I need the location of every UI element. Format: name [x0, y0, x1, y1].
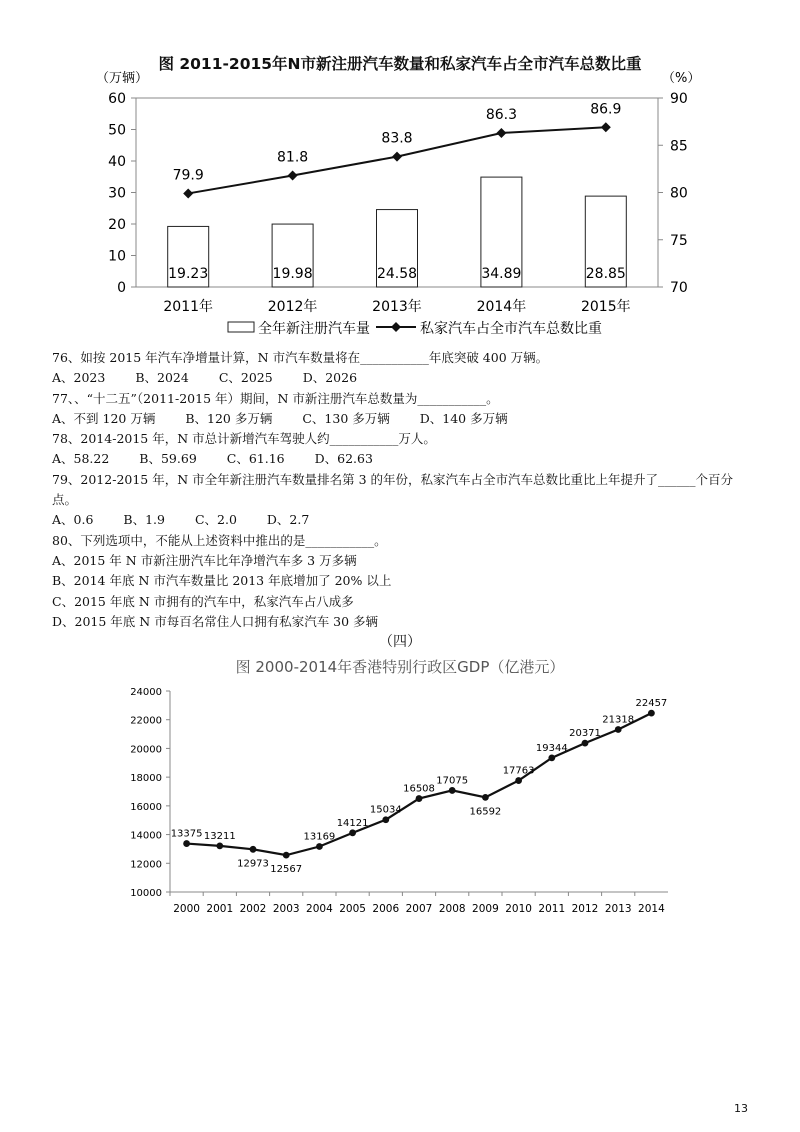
chart2-xtick-label: 2012	[571, 903, 599, 915]
chart2-point-label: 17763	[502, 765, 535, 777]
chart1-xtick-label: 2015年	[580, 299, 631, 315]
chart2-point-label: 13169	[303, 831, 336, 843]
q77-options	[52, 409, 752, 429]
q77-option-b[interactable]: B、120 多万辆	[185, 410, 273, 426]
chart2-xtick-label: 2000	[173, 903, 200, 915]
chart1-legend-bar-swatch	[228, 322, 254, 332]
chart2-point-label: 12973	[237, 858, 269, 870]
chart1-line-label: 86.3	[485, 106, 517, 123]
chart2-line	[0, 680, 800, 930]
chart2-xtick-label: 2001	[206, 903, 234, 915]
chart1-line-point	[183, 188, 193, 198]
chart1-title: 图 2011-2015年N市新注册汽车数量和私家汽车占全市汽车总数比重	[158, 55, 642, 73]
chart2-point	[482, 794, 489, 801]
chart1-line-point	[288, 170, 298, 180]
chart2-point	[615, 726, 622, 733]
chart2-xtick-label: 2007	[405, 903, 433, 915]
q79-option-c[interactable]: C、2.0	[194, 512, 237, 528]
q79-option-d[interactable]: D、2.7	[266, 512, 310, 528]
chart2-point-label: 14121	[336, 817, 369, 829]
q79-option-b[interactable]: B、1.9	[123, 512, 165, 528]
chart2-point	[449, 787, 456, 794]
chart1-legend-bar-label: 全年新注册汽车量	[258, 321, 370, 337]
chart1-ytick-left-label: 20	[108, 217, 126, 233]
chart2-ytick-label: 10000	[130, 888, 162, 899]
chart2-point	[416, 795, 423, 802]
chart2-point-label: 13211	[203, 830, 236, 842]
chart1-bar-label: 24.58	[376, 266, 418, 282]
chart2-point	[349, 829, 356, 836]
q78-options	[52, 449, 752, 469]
chart1-xtick-label: 2011年	[163, 299, 214, 315]
chart2-point-label: 13375	[170, 828, 203, 840]
chart2-point-label: 17075	[436, 775, 469, 787]
chart1-ytick-right-label: 85	[670, 138, 688, 155]
chart2-ytick-label: 22000	[130, 715, 162, 727]
q76-text: 76、如按 2015 年汽车净增量计算，N 市汽车数量将在___________年底突破 400 万辆。	[52, 350, 549, 365]
q80-option-a[interactable]: A、2015 年 N 市新注册汽车比年净增汽车多 3 万多辆	[52, 552, 357, 568]
chart1-line-label: 79.9	[172, 167, 204, 184]
chart2-point	[515, 777, 522, 784]
chart2-point	[648, 710, 655, 717]
chart1-legend-line-marker	[391, 322, 401, 332]
q77-text: 77、、“十二五”（2011-2015 年）期间，N 市新注册汽车总数量为___________。	[52, 390, 499, 406]
chart2-point-label: 21318	[602, 714, 635, 726]
q78-option-d[interactable]: D、62.63	[314, 451, 373, 467]
q78-option-a[interactable]: A、58.22	[52, 451, 110, 467]
chart2-xtick-label: 2004	[306, 903, 333, 915]
q76-options	[52, 368, 752, 388]
chart2-title: 图 2000-2014年香港特别行政区GDP（亿港元）	[235, 658, 565, 676]
q80-option-b[interactable]: B、2014 年底 N 市汽车数量比 2013 年底增加了 20% 以上	[52, 573, 392, 589]
chart1-ylabel-right: （%）	[662, 71, 701, 86]
q79-option-a[interactable]: A、0.6	[52, 512, 94, 528]
chart1-legend-line-label: 私家汽车占全市汽车总数比重	[420, 321, 602, 337]
chart2-xtick-label: 2014	[638, 903, 665, 915]
chart1-ytick-left-label: 60	[108, 91, 126, 107]
chart1-ytick-right-label: 90	[670, 91, 688, 107]
chart1-line-point	[496, 128, 506, 138]
q76-option-b[interactable]: B、2024	[135, 370, 189, 386]
chart1-xtick-label: 2014年	[476, 299, 527, 315]
chart2-point	[382, 816, 389, 823]
chart2-xtick-label: 2009	[472, 903, 499, 915]
chart2-point	[582, 740, 589, 747]
q77-option-c[interactable]: C、130 多万辆	[302, 410, 390, 426]
chart1-xtick-label: 2013年	[372, 299, 422, 315]
chart2-xtick-label: 2010	[505, 903, 532, 915]
chart1-xtick-label: 2012年	[267, 299, 318, 315]
chart1-ylabel-left: （万辆）	[96, 71, 149, 86]
chart2-xtick-label: 2005	[339, 903, 366, 915]
chart2-point-label: 16592	[469, 806, 502, 818]
chart1-line-label: 83.8	[381, 130, 413, 147]
q80-text: 80、下列选项中，不能从上述资料中推出的是___________。	[52, 532, 387, 548]
chart1-bar-label: 19.98	[272, 266, 313, 282]
chart2-ytick-label: 24000	[130, 687, 162, 698]
q79-options	[52, 510, 752, 530]
chart1-bar-label: 28.85	[585, 266, 626, 282]
chart1-line-label: 81.8	[277, 149, 309, 166]
q76-option-c[interactable]: C、2025	[218, 370, 273, 386]
chart2-ytick-label: 16000	[130, 801, 162, 813]
chart1-bar-label: 34.89	[481, 266, 522, 282]
chart1-bar-line	[0, 62, 800, 362]
q79-text: 79、2012-2015 年，N 市全年新注册汽车数量排名第 3 的年份，私家汽车占全市汽车总数比重比上年提升了______个百分点。	[52, 471, 734, 508]
section-mark: （四）	[379, 634, 421, 650]
chart2-xtick-label: 2011	[538, 903, 566, 915]
chart2-point	[183, 840, 190, 847]
q80-option-d[interactable]: D、2015 年底 N 市每百名常住人口拥有私家汽车 30 多辆	[52, 613, 379, 629]
chart2-point	[250, 846, 257, 853]
page-number: 13	[734, 1102, 748, 1115]
q78-option-c[interactable]: C、61.16	[226, 451, 285, 467]
chart2-ytick-label: 14000	[130, 830, 162, 842]
chart2-point	[316, 843, 323, 850]
q77-option-d[interactable]: D、140 多万辆	[419, 410, 508, 426]
chart2-point-label: 16508	[403, 783, 435, 795]
q77-option-a[interactable]: A、不到 120 万辆	[52, 410, 156, 426]
chart1-ytick-right-label: 70	[670, 280, 688, 296]
chart1-line-label: 86.9	[590, 101, 622, 118]
q78-option-b[interactable]: B、59.69	[139, 451, 197, 467]
chart1-line-point	[601, 122, 611, 132]
chart2-point	[216, 842, 223, 849]
chart2-xtick-label: 2003	[272, 903, 300, 915]
chart2-point	[548, 754, 555, 761]
q78-text: 78、2014-2015 年，N 市总计新增汽车驾驶人约___________万人。	[52, 431, 436, 447]
chart2-point-label: 15034	[369, 804, 402, 816]
chart2-point-label: 20371	[569, 728, 601, 740]
chart1-ytick-left-label: 0	[117, 280, 126, 296]
chart2-point	[283, 852, 290, 859]
q76-option-d[interactable]: D、2026	[302, 370, 358, 386]
chart1-ytick-left-label: 40	[108, 154, 126, 170]
chart1-ytick-right-label: 75	[670, 232, 688, 249]
chart2-xtick-label: 2006	[372, 903, 400, 915]
chart2-xtick-label: 2013	[604, 903, 632, 915]
chart2-point-label: 12567	[270, 864, 303, 876]
chart2-xtick-label: 2008	[438, 903, 466, 915]
chart2-ytick-label: 12000	[130, 859, 162, 871]
chart2-point-label: 22457	[635, 698, 668, 710]
chart1-line-point	[392, 152, 402, 162]
chart2-xtick-label: 2002	[239, 903, 267, 915]
chart1-ytick-left-label: 10	[108, 248, 126, 265]
chart1-bar-label: 19.23	[168, 266, 209, 282]
questions	[52, 348, 752, 632]
chart2-ytick-label: 20000	[130, 744, 162, 756]
q76-option-a[interactable]: A、2023	[52, 370, 106, 386]
chart1-ytick-right-label: 80	[670, 185, 688, 202]
q80-option-c[interactable]: C、2015 年底 N 市拥有的汽车中，私家汽车占八成多	[52, 593, 354, 609]
chart1-ytick-left-label: 30	[108, 185, 126, 202]
chart1-ytick-left-label: 50	[108, 122, 126, 139]
chart2-ytick-label: 18000	[130, 773, 162, 785]
chart2-point-label: 19344	[535, 742, 568, 754]
